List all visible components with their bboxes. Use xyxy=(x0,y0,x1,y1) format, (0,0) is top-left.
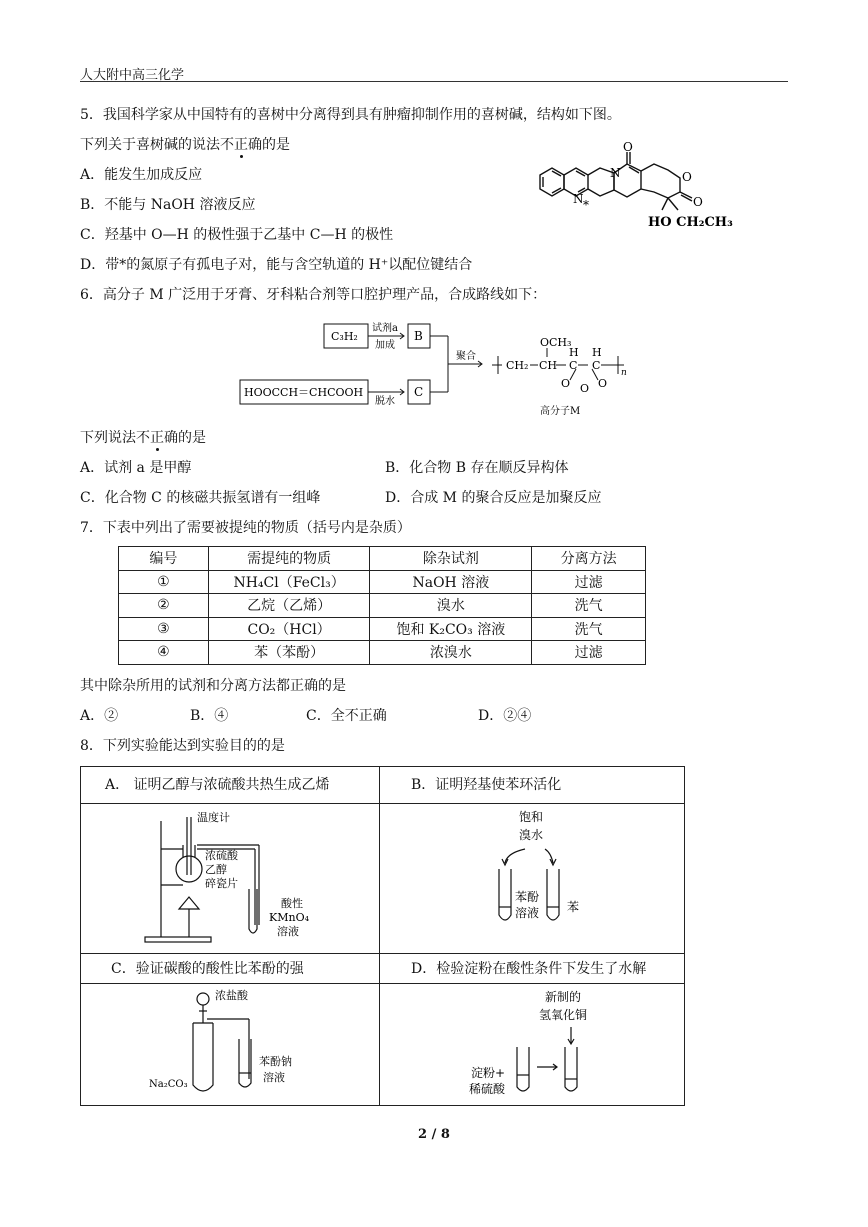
table-cell: ① xyxy=(119,570,209,594)
label-dilute-sulfuric: 稀硫酸 xyxy=(469,1082,506,1096)
camptothecin-structure xyxy=(530,140,740,235)
q5-stem: 5．我国科学家从中国特有的喜树中分离得到具有肿瘤抑制作用的喜树碱，结构如下图。 xyxy=(80,107,621,123)
q6-option-b: B．化合物 B 存在顺反异构体 xyxy=(385,460,569,476)
label-sulfuric-acid: 浓硫酸 xyxy=(205,849,238,862)
table-cell: ④ xyxy=(119,641,209,665)
q6-ask-emph: 不正确 xyxy=(136,430,178,446)
label-bromine-water: 溴水 xyxy=(519,828,544,842)
scheme-dehydrate: 脱水 xyxy=(375,396,395,407)
structure-o-ring: O xyxy=(682,170,692,184)
table-cell: ③ xyxy=(119,617,209,641)
label-solution-c: 溶液 xyxy=(263,1071,285,1084)
table-cell: 乙烷（乙烯） xyxy=(208,594,370,618)
q7-option-a: A．② xyxy=(80,708,119,724)
table-cell: 洗气 xyxy=(532,617,646,641)
q6-options-row-2 xyxy=(80,489,700,507)
scheme-acid: HOOCCH＝CHCOOH xyxy=(244,386,364,399)
scheme-o3: O xyxy=(598,377,608,390)
label-solution-b: 溶液 xyxy=(515,906,540,920)
q7-option-d: D．②④ xyxy=(478,708,532,724)
page-header xyxy=(80,64,788,82)
scheme-ch2: CH₂ xyxy=(506,359,529,372)
apparatus-d xyxy=(461,989,621,1099)
q5-option-a: A．能发生加成反应 xyxy=(80,167,203,183)
page-number: 2 / 8 xyxy=(418,1127,450,1142)
structure-o-carbonyl: O xyxy=(693,195,703,209)
table-cell: 过滤 xyxy=(532,641,646,665)
structure-substituents: HO CH₂CH₃ xyxy=(648,215,733,230)
q6-option-c: C．化合物 C 的核磁共振氢谱有一组峰 xyxy=(80,490,321,506)
q5-option-c: C．羟基中 O—H 的极性强于乙基中 C—H 的极性 xyxy=(80,227,394,243)
q6-option-a: A．试剂 a 是甲醇 xyxy=(80,460,192,476)
label-copper-hydroxide: 氢氧化铜 xyxy=(539,1008,588,1022)
grid-divider xyxy=(81,983,684,984)
label-ethanol: 乙醇 xyxy=(205,863,227,876)
table-row xyxy=(119,594,646,618)
apparatus-c xyxy=(141,989,341,1099)
scheme-o1: O xyxy=(561,377,571,390)
grid-divider xyxy=(81,953,684,954)
experiment-a-title: A． 证明乙醇与浓硫酸共热生成乙烯 xyxy=(105,777,330,793)
experiment-b-title: B．证明羟基使苯环活化 xyxy=(411,777,562,793)
table-row xyxy=(119,641,646,665)
label-thermometer: 温度计 xyxy=(197,811,230,824)
q5-ask-suffix: 的是 xyxy=(262,137,290,153)
q7-ask: 其中除杂所用的试剂和分离方法都正确的是 xyxy=(80,678,346,694)
label-kmno4: KMnO₄ xyxy=(269,911,309,924)
scheme-b: B xyxy=(414,329,423,343)
q6-ask-suffix: 的是 xyxy=(178,430,206,446)
table-header-row xyxy=(119,547,646,571)
q6-ask xyxy=(80,429,206,447)
label-na2co3: Na₂CO₃ xyxy=(149,1079,188,1090)
table-cell: 饱和 K₂CO₃ 溶液 xyxy=(370,617,532,641)
scheme-c3h2: C₃H₂ xyxy=(331,330,358,343)
table-cell: 洗气 xyxy=(532,594,646,618)
table-header-cell: 编号 xyxy=(119,547,209,571)
scheme-h1: H xyxy=(569,346,579,359)
scheme-polymerize: 聚合 xyxy=(456,351,476,362)
scheme-polymer-label: 高分子M xyxy=(540,406,581,417)
q7-stem: 7．下表中列出了需要被提纯的物质（括号内是杂质） xyxy=(80,520,411,536)
scheme-addition: 加成 xyxy=(375,340,395,351)
label-acidic: 酸性 xyxy=(281,897,303,910)
experiment-c-title: C．验证碳酸的酸性比苯酚的强 xyxy=(111,961,304,977)
scheme-h2: H xyxy=(592,346,602,359)
label-solution-a: 溶液 xyxy=(277,925,299,938)
table-cell: ② xyxy=(119,594,209,618)
q7-options-row xyxy=(80,707,700,725)
label-freshly-made: 新制的 xyxy=(545,990,582,1004)
table-row xyxy=(119,617,646,641)
scheme-o2: O xyxy=(580,382,590,395)
synthesis-scheme xyxy=(236,312,636,424)
label-starch: 淀粉+ xyxy=(471,1066,506,1080)
label-sodium-phenoxide: 苯酚钠 xyxy=(259,1055,292,1068)
q7-option-b: B．④ xyxy=(190,708,229,724)
q6-ask-prefix: 下列说法 xyxy=(80,430,136,446)
grid-divider xyxy=(81,803,684,804)
q5-ask-emph: 不正确 xyxy=(220,137,262,153)
table-cell: NH₄Cl（FeCl₃） xyxy=(208,570,370,594)
apparatus-b xyxy=(471,809,621,949)
q6-option-d: D．合成 M 的聚合反应是加聚反应 xyxy=(385,490,602,506)
q7-option-c: C．全不正确 xyxy=(306,708,387,724)
table-cell: 溴水 xyxy=(370,594,532,618)
experiment-grid xyxy=(80,766,685,1106)
structure-n-amide: N xyxy=(610,166,621,180)
label-phenol: 苯酚 xyxy=(515,890,540,904)
q5-option-d: D．带*的氮原子有孤电子对，能与含空轨道的 H⁺以配位键结合 xyxy=(80,257,473,273)
label-porcelain: 碎瓷片 xyxy=(205,877,238,890)
table-header-cell: 分离方法 xyxy=(532,547,646,571)
scheme-n: n xyxy=(621,368,627,378)
q6-stem: 6．高分子 M 广泛用于牙膏、牙科粘合剂等口腔护理产品，合成路线如下： xyxy=(80,287,547,303)
scheme-reagent: 试剂a xyxy=(372,323,398,334)
header-title: 人大附中高三化学 xyxy=(80,68,185,83)
structure-star: * xyxy=(583,198,589,212)
table-cell: 浓溴水 xyxy=(370,641,532,665)
scheme-c: C xyxy=(414,385,424,399)
q5-option-b: B．不能与 NaOH 溶液反应 xyxy=(80,197,256,213)
apparatus-a xyxy=(131,809,331,949)
q8-stem: 8．下列实验能达到实验目的的是 xyxy=(80,738,285,754)
table-cell: CO₂（HCl） xyxy=(208,617,370,641)
label-benzene: 苯 xyxy=(567,900,580,914)
scheme-c1: C xyxy=(569,359,578,372)
scheme-c2: C xyxy=(592,359,601,372)
structure-o-top: O xyxy=(623,140,633,154)
label-hcl: 浓盐酸 xyxy=(215,989,248,1002)
table-header-cell: 除杂试剂 xyxy=(370,547,532,571)
table-header-cell: 需提纯的物质 xyxy=(208,547,370,571)
scheme-och3: OCH₃ xyxy=(540,336,572,349)
table-row xyxy=(119,570,646,594)
structure-n-pyridine: N xyxy=(573,192,584,206)
table-cell: NaOH 溶液 xyxy=(370,570,532,594)
q5-ask-prefix: 下列关于喜树碱的说法 xyxy=(80,137,220,153)
label-saturated: 饱和 xyxy=(519,810,544,824)
table-cell: 过滤 xyxy=(532,570,646,594)
scheme-ch: CH xyxy=(539,359,558,372)
table-cell: 苯（苯酚） xyxy=(208,641,370,665)
purification-table xyxy=(118,546,646,665)
q6-options-row-1 xyxy=(80,459,700,477)
q5-ask xyxy=(80,136,290,154)
experiment-d-title: D．检验淀粉在酸性条件下发生了水解 xyxy=(411,961,647,977)
grid-divider-vertical xyxy=(379,767,380,1105)
